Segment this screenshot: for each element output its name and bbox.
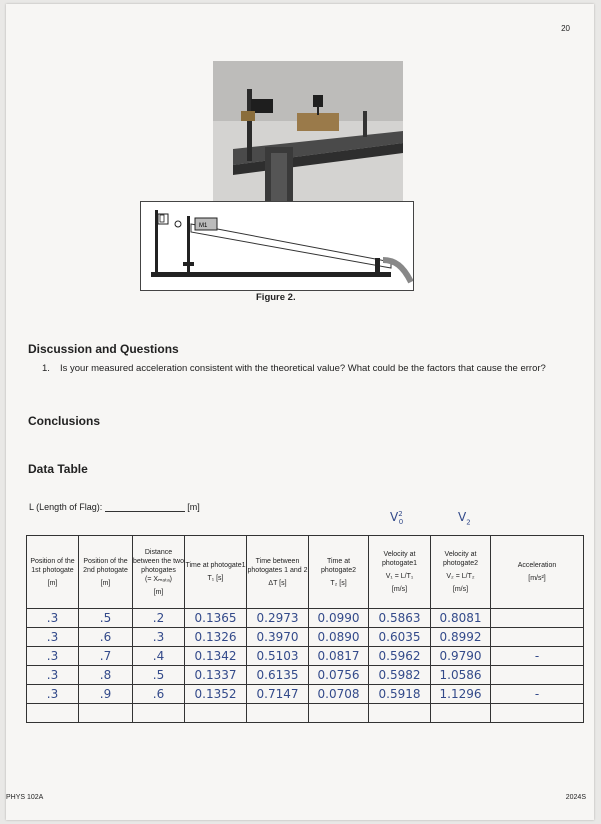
table-cell: 0.6135 xyxy=(247,666,309,685)
header-cell: Velocity at photogate2 V₂ = L/T₂ [m/s] xyxy=(431,536,491,609)
table-cell: 0.0817 xyxy=(309,647,369,666)
table-cell: 0.5863 xyxy=(369,609,431,628)
diagram-label: M1 xyxy=(199,223,208,229)
discussion-heading: Discussion and Questions xyxy=(28,342,179,356)
table-cell: .5 xyxy=(133,666,185,685)
header-cell: Distance between the two photogates (= Xₘₐₜₐ) [m] xyxy=(133,536,185,609)
table-cell: .6 xyxy=(133,685,185,704)
table-cell: 0.0990 xyxy=(309,609,369,628)
table-cell: 0.0756 xyxy=(309,666,369,685)
table-cell: .3 xyxy=(27,666,79,685)
flag-length-label: L (Length of Flag): xyxy=(29,502,103,512)
table-cell: 0.5962 xyxy=(369,647,431,666)
table-cell: 0.5982 xyxy=(369,666,431,685)
table-cell: .3 xyxy=(27,628,79,647)
table-cell: 0.5103 xyxy=(247,647,309,666)
table-cell: 0.8992 xyxy=(431,628,491,647)
question-number: 1. xyxy=(42,363,50,374)
table-cell: 0.1365 xyxy=(185,609,247,628)
track-diagram xyxy=(140,201,414,291)
table-cell: 0.1342 xyxy=(185,647,247,666)
table-cell xyxy=(185,704,247,723)
figure-caption: Figure 2. xyxy=(256,292,296,303)
handwritten-v1: $V^2_0$ xyxy=(390,510,404,527)
data-table xyxy=(26,535,584,723)
table-cell: .4 xyxy=(133,647,185,666)
table-row xyxy=(27,685,584,704)
table-cell: .3 xyxy=(133,628,185,647)
table-cell: .3 xyxy=(27,609,79,628)
table-cell: .6 xyxy=(79,628,133,647)
footer-right: 2024S xyxy=(565,794,586,801)
document-page xyxy=(6,4,594,820)
table-cell: .7 xyxy=(79,647,133,666)
table-cell: 0.1337 xyxy=(185,666,247,685)
footer-left: PHYS 102A xyxy=(6,794,44,801)
table-cell xyxy=(247,704,309,723)
table-row xyxy=(27,628,584,647)
table-cell: 0.5918 xyxy=(369,685,431,704)
table-cell: .5 xyxy=(79,609,133,628)
table-cell: 0.3970 xyxy=(247,628,309,647)
table-cell: 0.1352 xyxy=(185,685,247,704)
table-cell xyxy=(431,704,491,723)
table-cell xyxy=(309,704,369,723)
table-cell xyxy=(133,704,185,723)
table-cell: 0.8081 xyxy=(431,609,491,628)
header-cell: Time between photogates 1 and 2 ΔT [s] xyxy=(247,536,309,609)
table-cell xyxy=(27,704,79,723)
header-cell: Position of the 2nd photogate [m] xyxy=(79,536,133,609)
header-cell: Position of the 1st photogate [m] xyxy=(27,536,79,609)
table-cell: 0.0890 xyxy=(309,628,369,647)
table-cell: .2 xyxy=(133,609,185,628)
table-cell: .3 xyxy=(27,647,79,666)
table-row xyxy=(27,704,584,723)
table-cell: .9 xyxy=(79,685,133,704)
table-header-row xyxy=(27,536,584,609)
table-cell: 0.7147 xyxy=(247,685,309,704)
apparatus-photo xyxy=(213,61,403,205)
table-row xyxy=(27,647,584,666)
table-cell xyxy=(369,704,431,723)
table-row xyxy=(27,609,584,628)
table-cell xyxy=(491,666,584,685)
header-cell: Time at photogate2 T₂ [s] xyxy=(309,536,369,609)
flag-length-unit: [m] xyxy=(187,502,200,512)
table-cell xyxy=(491,704,584,723)
flag-length-blank xyxy=(105,503,185,512)
table-cell: 1.1296 xyxy=(431,685,491,704)
table-cell: 0.1326 xyxy=(185,628,247,647)
flag-length-line xyxy=(29,502,200,512)
table-cell: - xyxy=(491,685,584,704)
question-text: Is your measured acceleration consistent with the theoretical value? What could be the factors that cause the error? xyxy=(60,363,546,374)
table-cell: - xyxy=(491,647,584,666)
table-cell: 1.0586 xyxy=(431,666,491,685)
data-table-heading: Data Table xyxy=(28,462,88,476)
page-number: 20 xyxy=(561,24,570,33)
table-cell xyxy=(79,704,133,723)
header-cell: Velocity at photogate1 V₁ = L/T₁ [m/s] xyxy=(369,536,431,609)
handwritten-v2: $V_2$ xyxy=(458,510,471,527)
table-row xyxy=(27,666,584,685)
header-cell: Time at photogate1 T₁ [s] xyxy=(185,536,247,609)
conclusions-heading: Conclusions xyxy=(28,414,101,428)
table-cell: 0.2973 xyxy=(247,609,309,628)
table-cell: .3 xyxy=(27,685,79,704)
table-cell xyxy=(491,609,584,628)
table-cell: 0.9790 xyxy=(431,647,491,666)
table-cell xyxy=(491,628,584,647)
table-cell: 0.0708 xyxy=(309,685,369,704)
table-cell: .8 xyxy=(79,666,133,685)
table-cell: 0.6035 xyxy=(369,628,431,647)
header-cell: Acceleration [m/s²] xyxy=(491,536,584,609)
